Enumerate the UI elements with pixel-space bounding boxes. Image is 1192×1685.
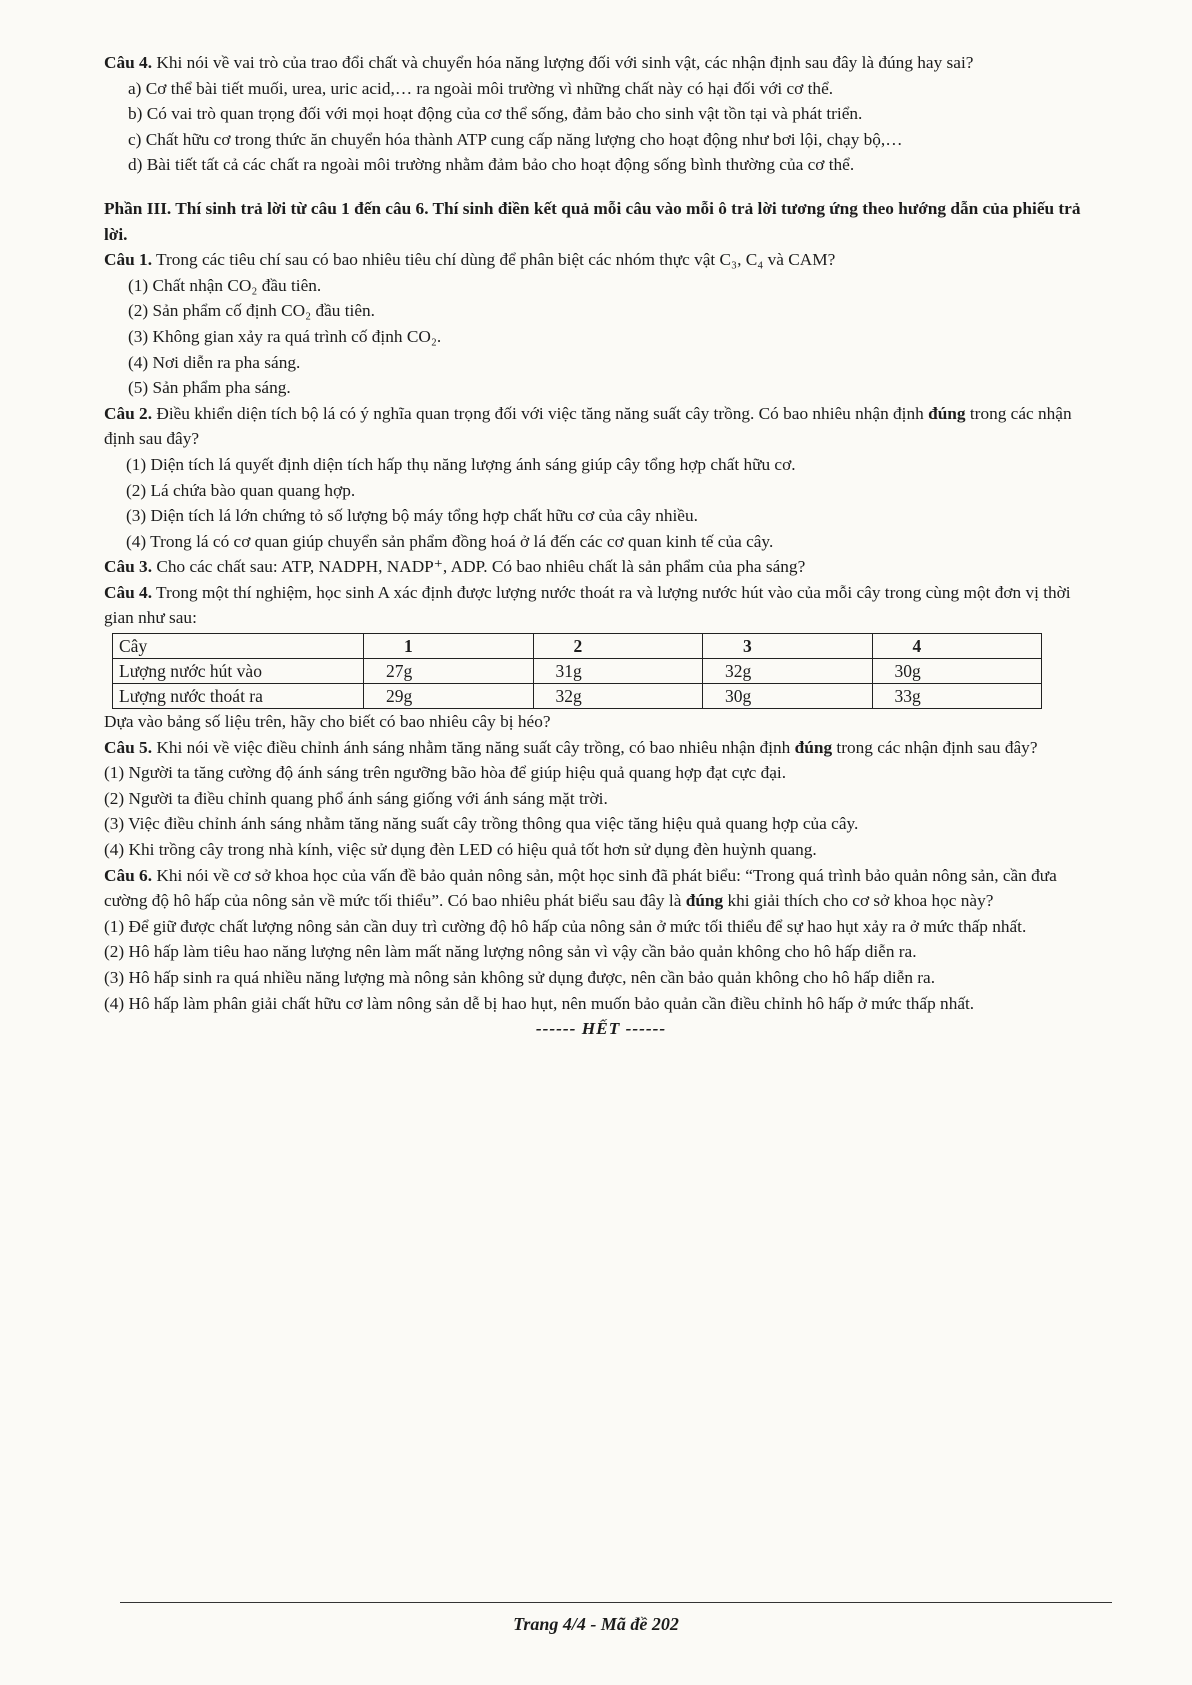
p3-q5-stem-text: Khi nói về việc điều chỉnh ánh sáng nhằm tăng năng suất cây trồng, có bao nhiêu nhận định bbox=[152, 737, 795, 757]
table-cell: 29g bbox=[364, 684, 534, 709]
p3-q1-item: (1) Chất nhận CO₂ đầu tiên. bbox=[128, 275, 322, 295]
p3-q2-item: (4) Trong lá có cơ quan giúp chuyển sản phẩm đồng hoá ở lá đến các cơ quan kinh tế của cây. bbox=[126, 531, 774, 551]
table-cell: 32g bbox=[533, 684, 703, 709]
p3-q4-stem bbox=[104, 580, 1098, 631]
p3-q2-item: (1) Diện tích lá quyết định diện tích hấp thụ năng lượng ánh sáng giúp cây tổng hợp chất hữu cơ. bbox=[126, 454, 796, 474]
table-header-cell: Cây bbox=[113, 634, 364, 659]
p3-q5-stem bbox=[104, 735, 1098, 761]
p3-q2-label: Câu 2. bbox=[104, 403, 153, 423]
p3-q6-stem-bold: đúng bbox=[685, 891, 724, 911]
p3-q1-item: (5) Sản phẩm pha sáng. bbox=[128, 378, 291, 398]
p3-q2-stem-bold: đúng bbox=[928, 403, 966, 423]
p3-q1-stem bbox=[104, 247, 1098, 273]
p3-q2-item: (3) Diện tích lá lớn chứng tỏ số lượng bộ máy tổng hợp chất hữu cơ của cây nhiều. bbox=[126, 506, 698, 526]
p3-q2-stem bbox=[104, 401, 1098, 452]
q4-stem bbox=[104, 50, 1098, 76]
table-cell: 30g bbox=[703, 684, 873, 709]
table-cell: 33g bbox=[872, 684, 1042, 709]
p3-q6-item: (3) Hô hấp sinh ra quá nhiều năng lượng mà nông sản không sử dụng được, nên cần bảo quản không cho hô hấp diễn ra. bbox=[104, 968, 936, 987]
p3-q2-item: (2) Lá chứa bào quan quang hợp. bbox=[126, 480, 356, 500]
table-header-cell: 3 bbox=[703, 634, 873, 659]
q4-option-a: a) Cơ thể bài tiết muối, urea, uric acid,… ra ngoài môi trường vì những chất này có hại đối với cơ thể. bbox=[128, 78, 834, 98]
p3-q6-item: (2) Hô hấp làm tiêu hao năng lượng nên làm mất năng lượng nông sản vì vậy cần bảo quản không cho hô hấp diễn ra. bbox=[104, 942, 917, 962]
table-cell: 32g bbox=[703, 659, 873, 684]
table-header-cell: 2 bbox=[533, 634, 703, 659]
water-table bbox=[112, 633, 1042, 709]
table-cell: Lượng nước thoát ra bbox=[113, 684, 364, 709]
p3-q5-item: (1) Người ta tăng cường độ ánh sáng trên ngưỡng bão hòa để giúp hiệu quả quang hợp đạt cực đại. bbox=[104, 763, 787, 783]
p3-q5-item: (3) Việc điều chỉnh ánh sáng nhằm tăng năng suất cây trồng thông qua việc tăng hiệu quả quang hợp của cây. bbox=[104, 814, 859, 834]
p3-q6-item: (4) Hô hấp làm phân giải chất hữu cơ làm nông sản dễ bị hao hụt, nên muốn bảo quản cần điều chỉnh hô hấp ở mức thấp nhất. bbox=[104, 993, 975, 1013]
p3-q6-item: (1) Để giữ được chất lượng nông sản cần duy trì cường độ hô hấp của nông sản ở mức tối thiểu để sự hao hụt xảy ra ở mức thấp nhất. bbox=[104, 916, 1027, 936]
p3-q3-label: Câu 3. bbox=[104, 557, 153, 577]
p3-q6-label: Câu 6. bbox=[104, 865, 153, 885]
p3-q5-stem-bold: đúng bbox=[794, 737, 833, 757]
table-row bbox=[113, 659, 1042, 684]
table-cell: 31g bbox=[533, 659, 703, 684]
p3-q5-item: (2) Người ta điều chỉnh quang phổ ánh sáng giống với ánh sáng mặt trời. bbox=[104, 788, 608, 808]
p3-q4-label: Câu 4. bbox=[104, 582, 153, 602]
footer-divider bbox=[120, 1602, 1112, 1603]
p3-q2-stem-tail: trong các nhận định sau đây? bbox=[104, 403, 1072, 449]
p3-q6-stem-tail: khi giải thích cho cơ sở khoa học này? bbox=[723, 891, 994, 911]
p3-q1-stem-text: Trong các tiêu chí sau có bao nhiêu tiêu chí dùng để phân biệt các nhóm thực vật C₃, C₄ và CAM? bbox=[152, 250, 836, 270]
q4-option-d: d) Bài tiết tất cả các chất ra ngoài môi trường nhằm đảm bảo cho hoạt động sống bình thường của cơ thể. bbox=[128, 155, 855, 175]
p3-q3-stem bbox=[104, 554, 1098, 580]
p3-q4-stem-text: Trong một thí nghiệm, học sinh A xác định được lượng nước thoát ra và lượng nước hút vào của mỗi cây trong cùng một đơn vị thời gian như sau: bbox=[104, 582, 1071, 628]
p3-q1-item: (3) Không gian xảy ra quá trình cố định CO₂. bbox=[128, 326, 442, 346]
table-cell: Lượng nước hút vào bbox=[113, 659, 364, 684]
q4-option-b: b) Có vai trò quan trọng đối với mọi hoạt động của cơ thể sống, đảm bảo cho sinh vật tồn tại và phát triển. bbox=[128, 104, 863, 124]
p3-q2-stem-text: Điều khiển diện tích bộ lá có ý nghĩa quan trọng đối với việc tăng năng suất cây trồng. Có bao nhiêu nhận định bbox=[152, 403, 929, 423]
p3-q5-stem-tail: trong các nhận định sau đây? bbox=[832, 737, 1038, 757]
p3-q1-item: (2) Sản phẩm cố định CO₂ đầu tiên. bbox=[128, 301, 375, 321]
page-footer: Trang 4/4 - Mã đề 202 bbox=[513, 1614, 679, 1634]
part3-heading: Phần III. Thí sinh trả lời từ câu 1 đến câu 6. Thí sinh điền kết quả mỗi câu vào mỗi ô trả lời tương ứng theo hướng dẫn của phiếu trả lời. bbox=[104, 198, 1081, 244]
p3-q1-label: Câu 1. bbox=[104, 250, 153, 270]
p3-q1-item: (4) Nơi diễn ra pha sáng. bbox=[128, 352, 301, 372]
q4-option-c: c) Chất hữu cơ trong thức ăn chuyển hóa thành ATP cung cấp năng lượng cho hoạt động như bơi lội, chạy bộ,… bbox=[128, 129, 903, 149]
p3-q6-stem-text: Khi nói về cơ sở khoa học của vấn đề bảo quản nông sản, một học sinh đã phát biểu: “Trong quá trình bảo quản nông sản, cần đưa cường độ hô hấp của nông sản về mức tối thiểu”. Có bao nhiêu phát biểu sau đây là bbox=[104, 865, 1057, 911]
table-header-cell: 1 bbox=[364, 634, 534, 659]
p3-q4-after: Dựa vào bảng số liệu trên, hãy cho biết có bao nhiêu cây bị héo? bbox=[104, 712, 551, 732]
p3-q6-stem bbox=[104, 863, 1098, 914]
q4-label: Câu 4. bbox=[104, 53, 153, 72]
p3-q3-stem-text: Cho các chất sau: ATP, NADPH, NADP⁺, ADP. Có bao nhiêu chất là sản phẩm của pha sáng? bbox=[152, 557, 806, 577]
q4-stem-text: Khi nói về vai trò của trao đổi chất và chuyển hóa năng lượng đối với sinh vật, các nhận định sau đây là đúng hay sai? bbox=[152, 53, 974, 72]
table-header-cell: 4 bbox=[872, 634, 1042, 659]
end-mark: ------ HẾT ------ bbox=[535, 1019, 667, 1039]
table-header-row bbox=[113, 634, 1042, 659]
table-row bbox=[113, 684, 1042, 709]
p3-q5-item: (4) Khi trồng cây trong nhà kính, việc sử dụng đèn LED có hiệu quả tốt hơn sử dụng đèn huỳnh quang. bbox=[104, 840, 817, 860]
table-cell: 30g bbox=[872, 659, 1042, 684]
p3-q5-label: Câu 5. bbox=[104, 737, 153, 757]
table-cell: 27g bbox=[364, 659, 534, 684]
